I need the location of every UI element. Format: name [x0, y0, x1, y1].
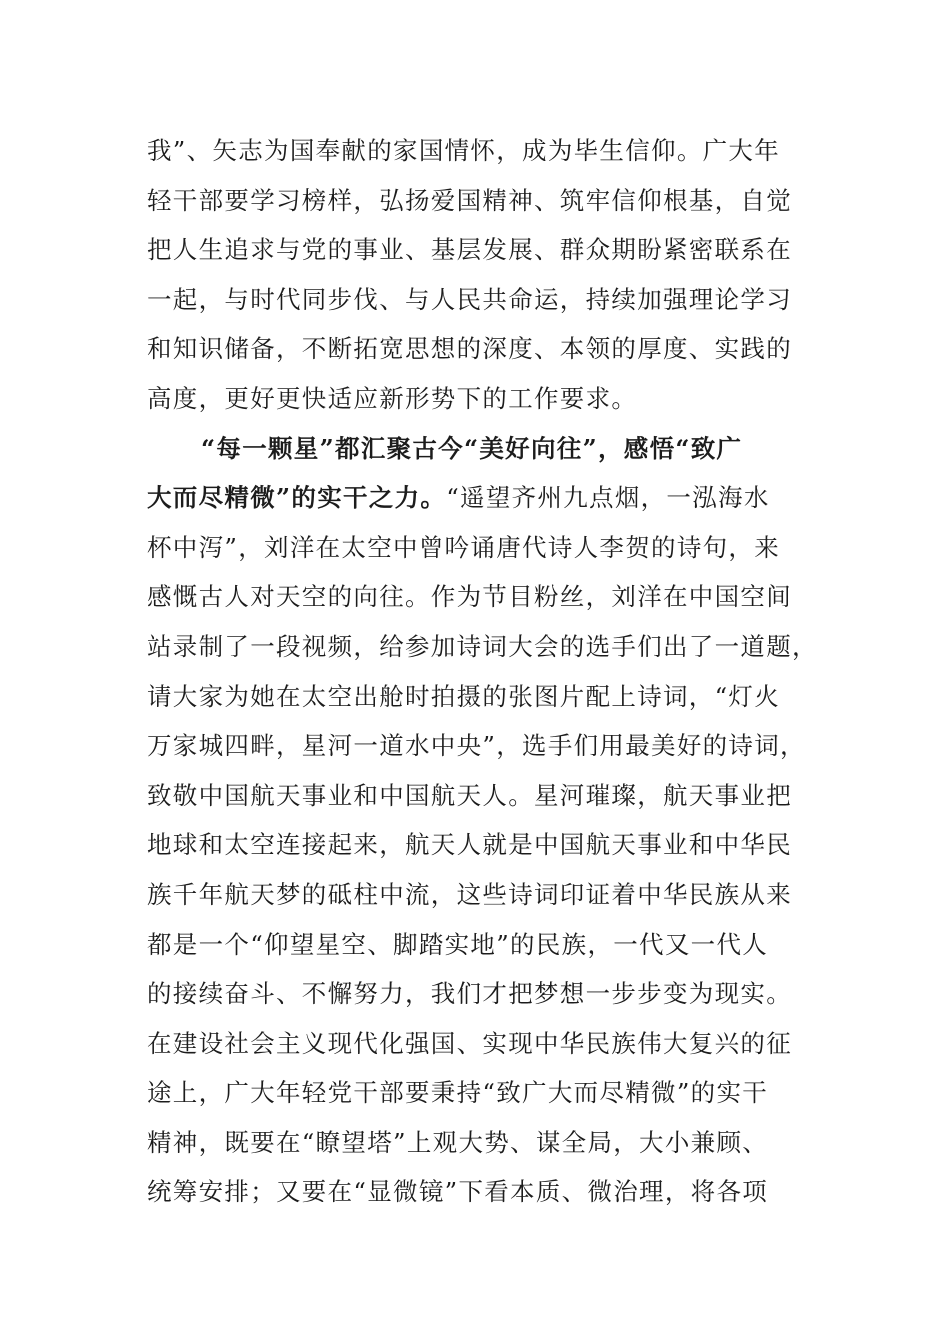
- text-line: 站录制了一段视频，给参加诗词大会的选手们出了一道题，: [147, 631, 818, 661]
- text-line: 感慨古人对天空的向往。作为节目粉丝，刘洋在中国空间: [147, 582, 792, 612]
- text-line: 统筹安排；又要在“显微镜”下看本质、微治理，将各项: [147, 1177, 769, 1207]
- text-line: 的接续奋斗、不懈努力，我们才把梦想一步步变为现实。: [147, 979, 792, 1009]
- text-line: 地球和太空连接起来，航天人就是中国航天事业和中华民: [147, 830, 792, 860]
- text-line: [147, 473, 797, 523]
- paragraph-2: [147, 424, 818, 1218]
- section-heading-end: 大而尽精微”的实干之力。: [147, 483, 447, 513]
- text-line: 精神，既要在“瞭望塔”上观大势、谋全局，大小兼顾、: [147, 1127, 769, 1157]
- text-line: 万家城四畔，星河一道水中央”，选手们用最美好的诗词，: [147, 731, 806, 761]
- paragraph-1: [147, 126, 797, 424]
- text-line: 我”、矢志为国奉献的家国情怀，成为毕生信仰。广大年: [147, 136, 781, 165]
- text-line: 和知识储备，不断拓宽思想的深度、本领的厚度、实践的: [147, 334, 792, 364]
- text-line: 途上，广大年轻党干部要秉持“致广大而尽精微”的实干: [147, 1078, 769, 1108]
- text-line: 把人生追求与党的事业、基层发展、群众期盼紧密联系在: [147, 235, 792, 265]
- text-line: 请大家为她在太空出舱时拍摄的张图片配上诗词，“灯火: [147, 681, 781, 711]
- text-span: “遥望齐州九点烟，一泓海水: [446, 483, 770, 513]
- section-heading-line: “每一颗星”都汇聚古今“美好向往”，感悟“致广: [201, 433, 743, 463]
- text-line: 在建设社会主义现代化强国、实现中华民族伟大复兴的征: [147, 1028, 792, 1058]
- text-line: 轻干部要学习榜样，弘扬爱国精神、筑牢信仰根基，自觉: [147, 185, 792, 215]
- text-line: 高度，更好更快适应新形势下的工作要求。: [147, 383, 638, 413]
- text-line: 杯中泻”，刘洋在太空中曾吟诵唐代诗人李贺的诗句，来: [147, 532, 781, 562]
- text-line: 一起，与时代同步伐、与人民共命运，持续加强理论学习: [147, 284, 792, 314]
- body-text: [147, 126, 818, 1217]
- text-line: 致敬中国航天事业和中国航天人。星河璀璨，航天事业把: [147, 780, 792, 810]
- text-line: 都是一个“仰望星空、脚踏实地”的民族，一代又一代人: [147, 929, 769, 959]
- text-line: 族千年航天梦的砥柱中流，这些诗词印证着中华民族从来: [147, 879, 792, 909]
